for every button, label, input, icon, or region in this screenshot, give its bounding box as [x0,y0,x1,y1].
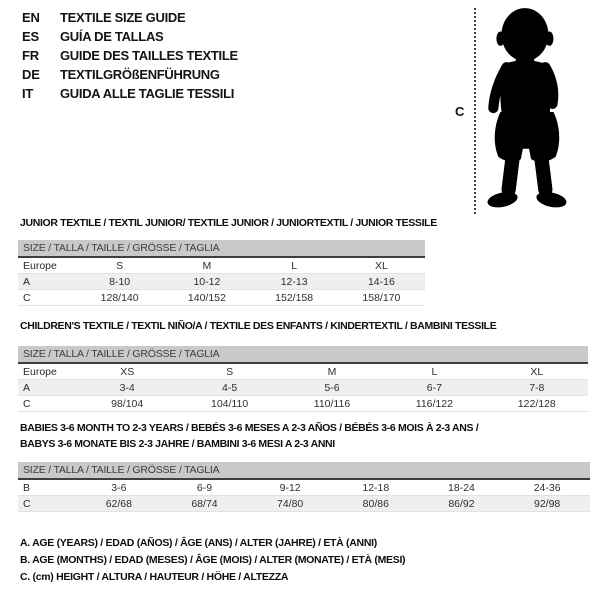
cell: XL [486,363,588,380]
cell: 3-6 [76,479,162,496]
row-label: C [18,496,76,512]
table-row-height [18,496,590,512]
junior-size-table [18,240,425,306]
table-row-age [18,274,425,290]
row-label: Europe [18,363,76,380]
table-row-europe [18,257,425,274]
cell: 74/80 [247,496,333,512]
cell: 152/158 [251,290,338,306]
language-title: GUÍA DE TALLAS [60,29,164,44]
cell: XL [338,257,425,274]
language-code: IT [22,86,34,101]
cell: 5-6 [281,380,383,396]
language-row-de [22,65,238,84]
row-label: C [18,290,76,306]
cell: 24-36 [504,479,590,496]
language-title: TEXTILGRÖßENFÜHRUNG [60,67,220,82]
babies-size-table [18,462,590,512]
language-row-fr [22,46,238,65]
size-header-bar: SIZE / TALLA / TAILLE / GRÖSSE / TAGLIA [18,346,588,363]
row-label: A [18,380,76,396]
cell: 8-10 [76,274,163,290]
measurement-legend [20,535,405,586]
cell: 140/152 [163,290,250,306]
row-label: C [18,396,76,412]
cell: 110/116 [281,396,383,412]
cell: L [251,257,338,274]
language-code: DE [22,67,40,82]
height-measure-label: C [455,104,465,119]
cell: 9-12 [247,479,333,496]
cell: S [178,363,280,380]
children-size-table [18,346,588,412]
table-row-europe [18,363,588,380]
cell: M [281,363,383,380]
cell: 158/170 [338,290,425,306]
cell: 62/68 [76,496,162,512]
cell: XS [76,363,178,380]
height-measure-dotted-line [474,8,476,214]
language-code: ES [22,29,39,44]
table-row-height [18,396,588,412]
legend-line-a: A. AGE (YEARS) / EDAD (AÑOS) / ÂGE (ANS) / ALTER (JAHRE) / ETÀ (ANNI) [20,537,377,549]
language-row-es [22,27,238,46]
table-row-height [18,290,425,306]
size-header-bar: SIZE / TALLA / TAILLE / GRÖSSE / TAGLIA [18,240,425,257]
table-row-age [18,380,588,396]
children-section-title: CHILDREN'S TEXTILE / TEXTIL NIÑO/A / TEXTILE DES ENFANTS / KINDERTEXTIL / BAMBINI TESSILE [20,320,497,332]
legend-line-b: B. AGE (MONTHS) / EDAD (MESES) / ÂGE (MOIS) / ALTER (MONATE) / ETÀ (MESI) [20,554,406,566]
cell: 122/128 [486,396,588,412]
cell: M [163,257,250,274]
cell: 128/140 [76,290,163,306]
cell: 116/122 [383,396,485,412]
cell: 12-18 [333,479,419,496]
language-title-list [22,8,238,103]
cell: 80/86 [333,496,419,512]
cell: 18-24 [419,479,505,496]
language-code: EN [22,10,40,25]
cell: 68/74 [162,496,248,512]
cell: 4-5 [178,380,280,396]
table-row-months [18,479,590,496]
junior-section-title: JUNIOR TEXTILE / TEXTIL JUNIOR/ TEXTILE JUNIOR / JUNIORTEXTIL / JUNIOR TESSILE [20,217,437,229]
language-title: GUIDE DES TAILLES TEXTILE [60,48,238,63]
cell: 3-4 [76,380,178,396]
language-title: TEXTILE SIZE GUIDE [60,10,186,25]
cell: 6-9 [162,479,248,496]
legend-line-c: C. (cm) HEIGHT / ALTURA / HAUTEUR / HÖHE / ALTEZZA [20,571,289,583]
babies-section-title-line1: BABIES 3-6 MONTH TO 2-3 YEARS / BEBÉS 3-6 MESES A 2-3 AÑOS / BÉBÉS 3-6 MOIS À 2-3 ANS / [20,422,479,434]
language-title: GUIDA ALLE TAGLIE TESSILI [60,86,235,101]
cell: 86/92 [419,496,505,512]
cell: 10-12 [163,274,250,290]
row-label: A [18,274,76,290]
row-label: Europe [18,257,76,274]
language-row-en [22,8,238,27]
cell: 7-8 [486,380,588,396]
cell: L [383,363,485,380]
cell: 14-16 [338,274,425,290]
cell: 98/104 [76,396,178,412]
cell: 6-7 [383,380,485,396]
size-header-bar: SIZE / TALLA / TAILLE / GRÖSSE / TAGLIA [18,462,590,479]
language-row-it [22,84,238,103]
baby-silhouette [482,4,574,214]
cell: 104/110 [178,396,280,412]
babies-section-title-line2: BABYS 3-6 MONATE BIS 2-3 JAHRE / BAMBINI 3-6 MESI A 2-3 ANNI [20,438,335,450]
cell: S [76,257,163,274]
cell: 92/98 [504,496,590,512]
cell: 12-13 [251,274,338,290]
row-label: B [18,479,76,496]
language-code: FR [22,48,39,63]
